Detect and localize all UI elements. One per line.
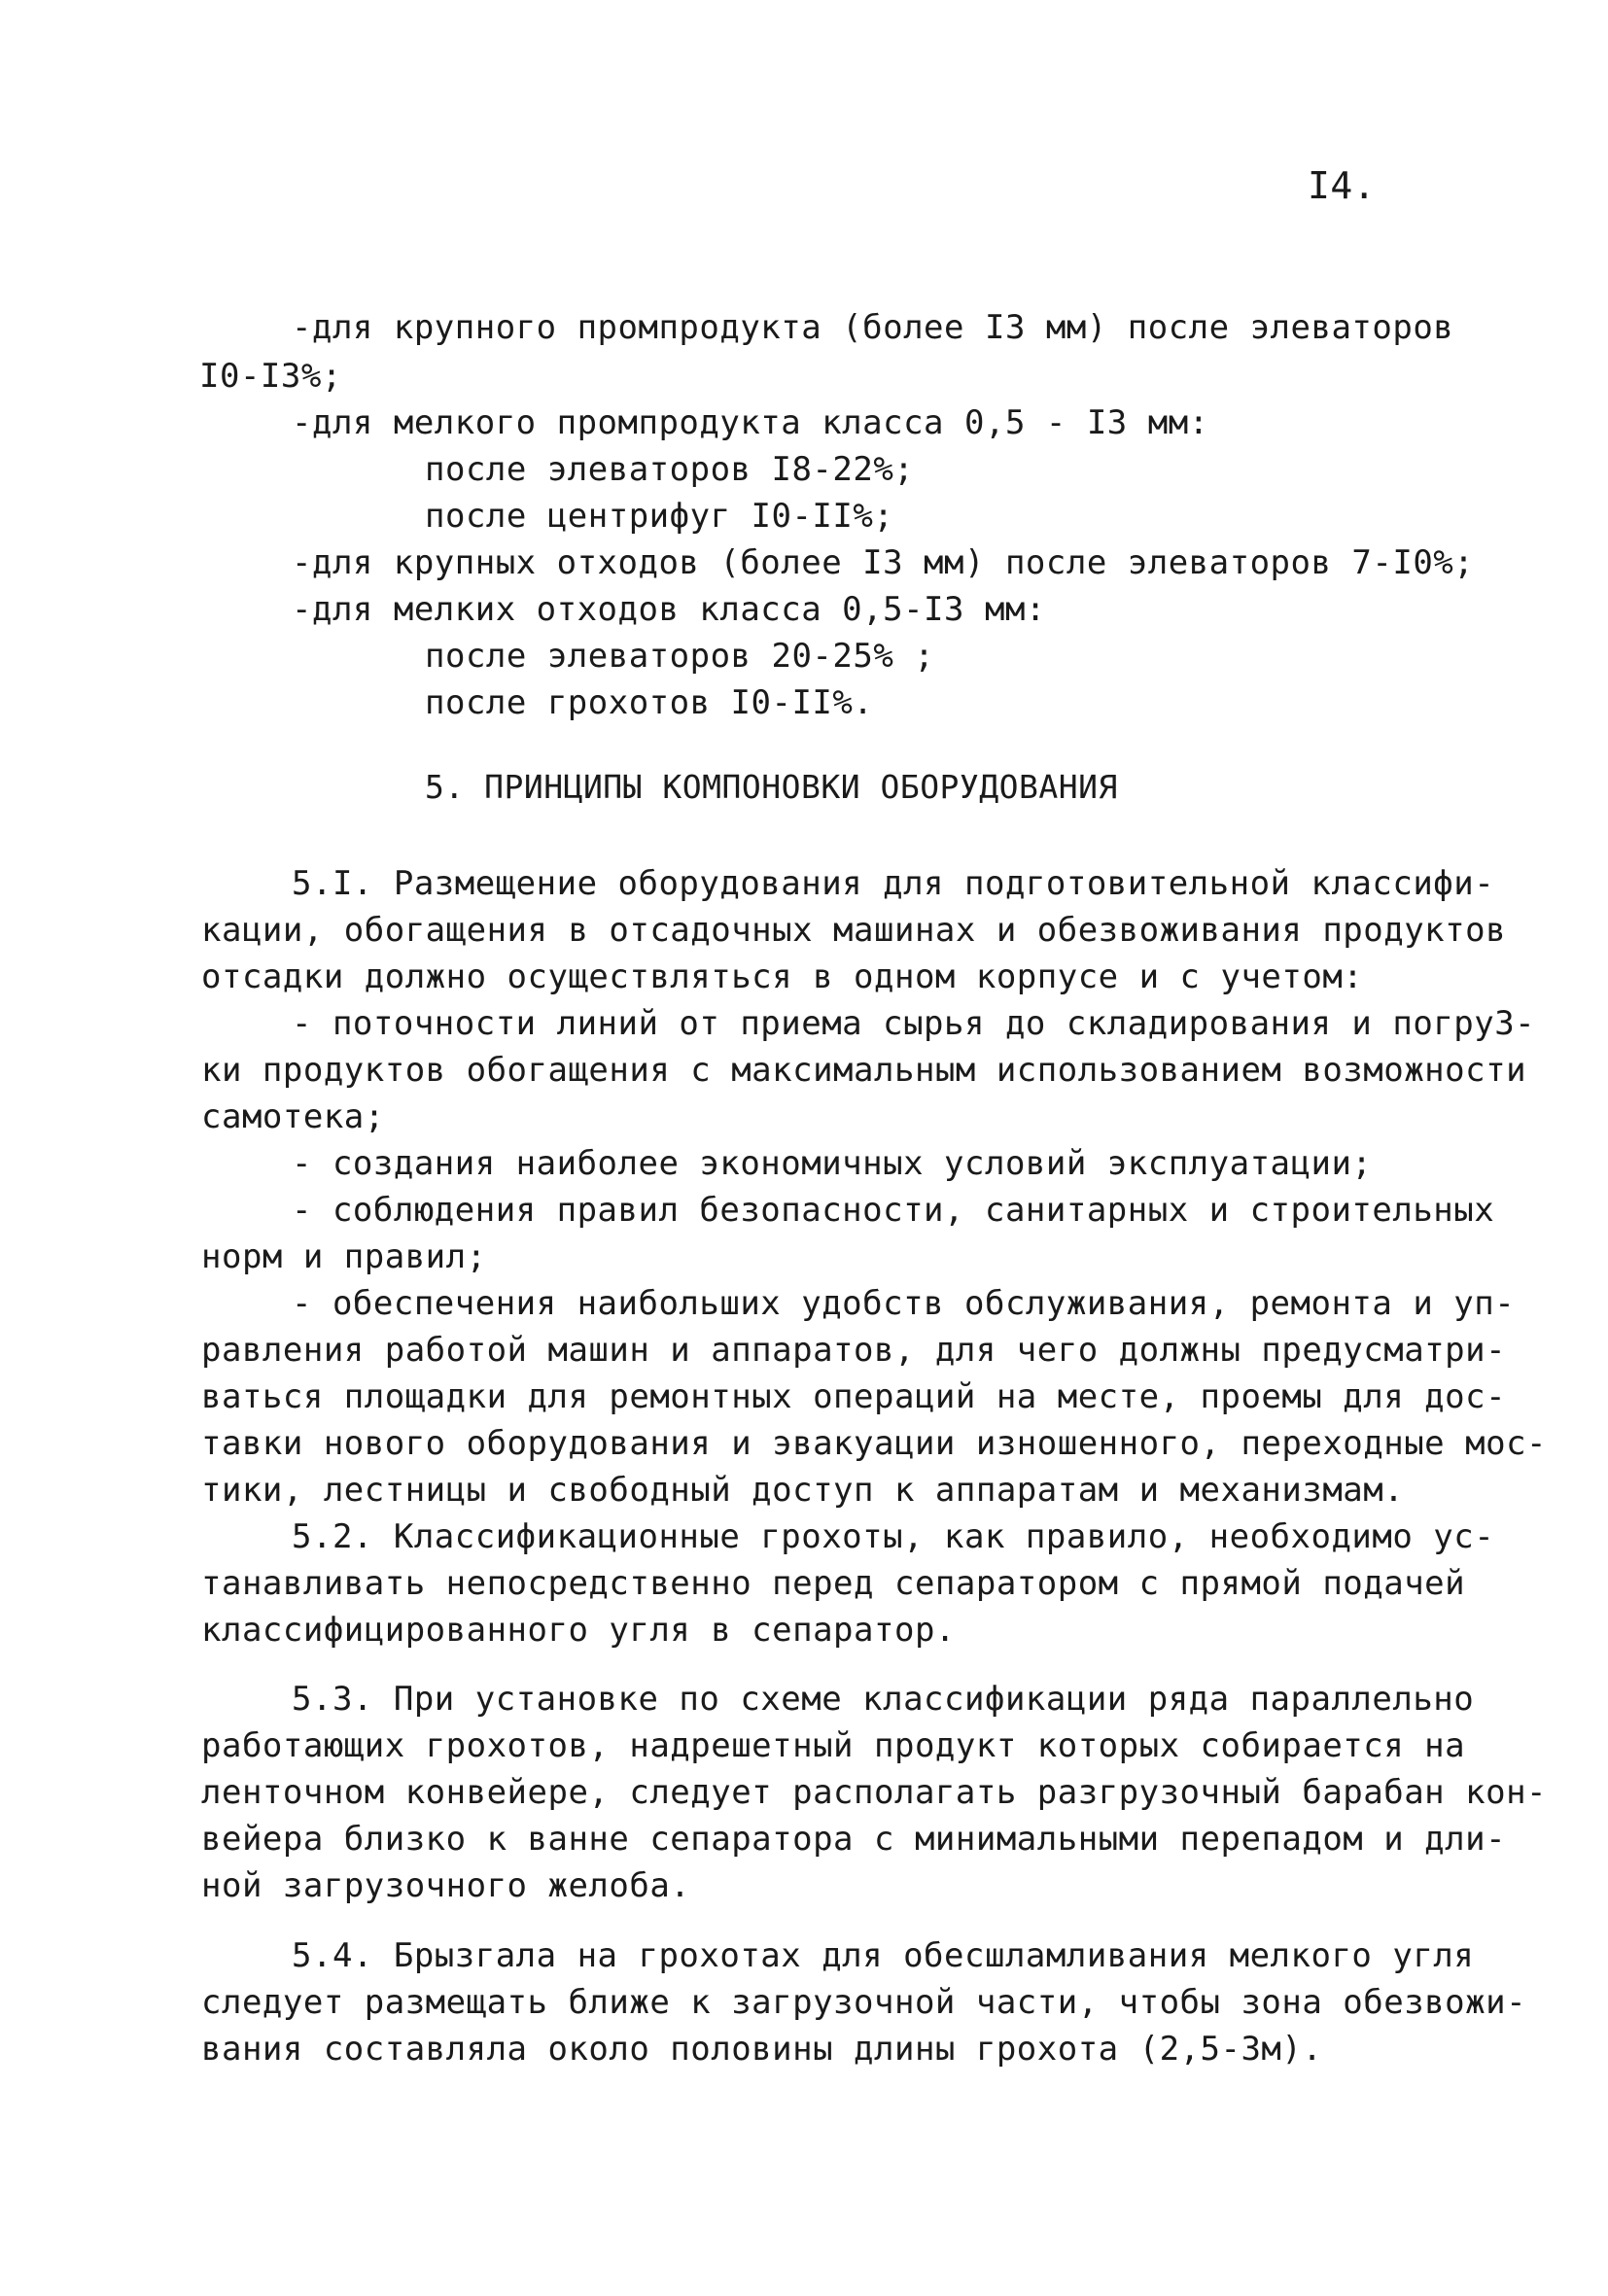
paragraph-line: тавки нового оборудования и эвакуации изношенного, переходные мос- <box>201 1424 1548 1463</box>
paragraph-line: самотека; <box>201 1097 385 1136</box>
paragraph-line: ки продуктов обогащения с максимальным использованием возможности <box>201 1051 1527 1090</box>
paragraph-line: ной загрузочного желоба. <box>201 1866 691 1905</box>
list-item: -для мелкого промпродукта класса 0,5 - I3 мм: <box>292 403 1209 442</box>
paragraph-line: вания составляла около половины длины грохота (2,5-3м). <box>201 2030 1323 2069</box>
paragraph-line: тики, лестницы и свободный доступ к аппаратам и механизмам. <box>201 1471 1405 1510</box>
section-heading: 5. ПРИНЦИПЫ КОМПОНОВКИ ОБОРУДОВАНИЯ <box>425 768 1118 806</box>
paragraph-line: 5.4. Брызгала на грохотах для обесшламливания мелкого угля <box>292 1936 1475 1975</box>
paragraph-line: ваться площадки для ремонтных операций на месте, проемы для дос- <box>201 1377 1507 1416</box>
paragraph-line: - обеспечения наибольших удобств обслуживания, ремонта и уп- <box>292 1284 1516 1323</box>
list-subitem: после элеваторов 20-25% ; <box>425 637 935 676</box>
list-item: -для крупного промпродукта (более I3 мм) после элеваторов <box>292 308 1454 347</box>
paragraph-line: танавливать непосредственно перед сепаратором с прямой подачей <box>201 1564 1466 1603</box>
paragraph-line: 5.3. При установке по схеме классификации ряда параллельно <box>292 1680 1475 1719</box>
page-number: I4. <box>1308 164 1377 207</box>
list-item: -для крупных отходов (более I3 мм) после элеваторов 7-I0%; <box>292 543 1475 582</box>
paragraph-line: вейера близко к ванне сепаратора с минимальными перепадом и дли- <box>201 1820 1507 1859</box>
paragraph-line: норм и правил; <box>201 1237 487 1276</box>
list-subitem: после грохотов I0-II%. <box>425 683 874 722</box>
list-item: -для мелких отходов класса 0,5-I3 мм: <box>292 590 1046 629</box>
paragraph-line: работающих грохотов, надрешетный продукт которых собирается на <box>201 1726 1466 1765</box>
paragraph-line: ленточном конвейере, следует располагать разгрузочный барабан кон- <box>201 1773 1548 1812</box>
list-subitem: после центрифуг I0-II%; <box>425 497 894 536</box>
paragraph-line: - создания наиболее экономичных условий эксплуатации; <box>292 1144 1373 1183</box>
paragraph-line: классифицированного угля в сепаратор. <box>201 1611 956 1650</box>
paragraph-line: отсадки должно осуществляться в одном корпусе и с учетом: <box>201 957 1364 996</box>
list-subitem: после элеваторов I8-22%; <box>425 450 915 489</box>
list-item-continuation: I0-I3%; <box>199 357 342 396</box>
paragraph-line: 5.2. Классификационные грохоты, как правило, необходимо ус- <box>292 1517 1495 1556</box>
paragraph-line: равления работой машин и аппаратов, для чего должны предусматри- <box>201 1331 1507 1370</box>
paragraph-line: следует размещать ближе к загрузочной части, чтобы зона обезвожи- <box>201 1983 1527 2022</box>
paragraph-line: - соблюдения правил безопасности, санитарных и строительных <box>292 1191 1495 1230</box>
paragraph-line: кации, обогащения в отсадочных машинах и обезвоживания продуктов <box>201 911 1507 950</box>
paragraph-line: 5.I. Размещение оборудования для подготовительной классифи- <box>292 864 1495 903</box>
paragraph-line: - поточности линий от приема сырья до складирования и погру3- <box>292 1004 1536 1043</box>
